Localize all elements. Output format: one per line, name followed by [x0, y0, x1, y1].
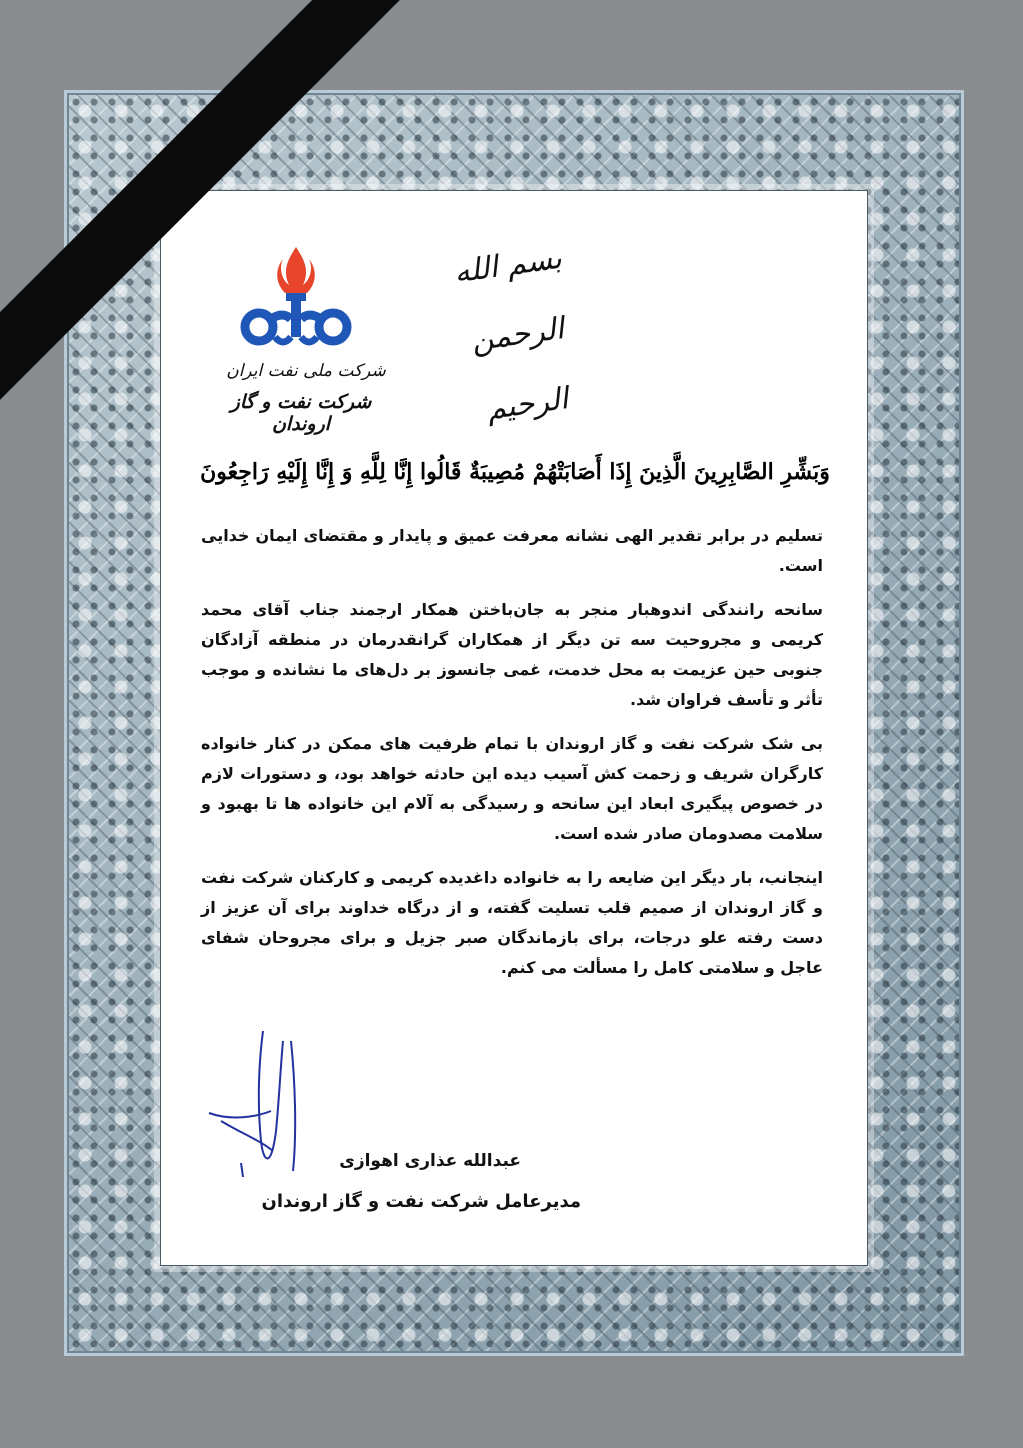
paragraph-1: تسلیم در برابر تقدیر الهی نشانه معرفت عمیق و پایدار و مقتضای ایمان خدایی است. — [201, 526, 823, 575]
signatory-title: مدیرعامل شرکت نفت و گاز اروندان — [261, 1191, 581, 1212]
company-name-line2: شرکت نفت و گاز اروندان — [230, 391, 372, 435]
paragraph-3: بی شک شرکت نفت و گاز اروندان با تمام ظرفیت های ممکن در کنار خانواده کارگران شریف و زحمت کش آسیب دیده این حادثه خواهد بود، و دستورات لازم در خصوص پیگیری ابعاد این سانحه و رسیدگی به آلام این خانواده ها تا بهبود و سلامت مصدومان صادر شده است. — [201, 734, 823, 843]
company-name-line1: شرکت ملی نفت ایران — [226, 361, 386, 381]
letter-paper — [160, 190, 868, 1266]
nioc-emblem-icon — [231, 237, 361, 357]
quran-verse: وَبَشِّرِ الصَّابِرِينَ الَّذِينَ إِذَا أَصَابَتْهُمْ مُصِيبَةٌ قَالُوا إِنَّا لِلَّهِ وَ إِنَّا إِلَيْهِ رَاجِعُونَ — [200, 459, 830, 485]
handwritten-signature — [201, 1021, 331, 1191]
signatory-name: عبدالله عذاری اهوازی — [339, 1151, 521, 1171]
basmala-calligraphy: بسم الله الرحمن الرحیم — [451, 240, 571, 428]
letter-body — [201, 521, 823, 997]
paragraph-4: اینجانب، بار دیگر این ضایعه را به خانواده داغدیده کریمی و کارکنان شرکت نفت و گاز اروندان از صمیم قلب تسلیت گفته، و از درگاه خداوند برای آن عزیز از دست رفته علو درجات، برای بازماندگان صبر جزیل و برای مجروحان شفای عاجل و سلامتی کامل را مسألت می کنم. — [201, 868, 823, 977]
paragraph-2: سانحه رانندگی اندوهبار منجر به جان‌باختن همکار ارجمند جناب آقای محمد کریمی و مجروحیت سه تن دیگر از همکاران گرانقدرمان در منطقه آزادگان جنوبی حین عزیمت به محل خدمت، غمی جانسوز بر دل‌های ما نشانده و موجب تأثر و تأسف فراوان شد. — [201, 600, 823, 709]
